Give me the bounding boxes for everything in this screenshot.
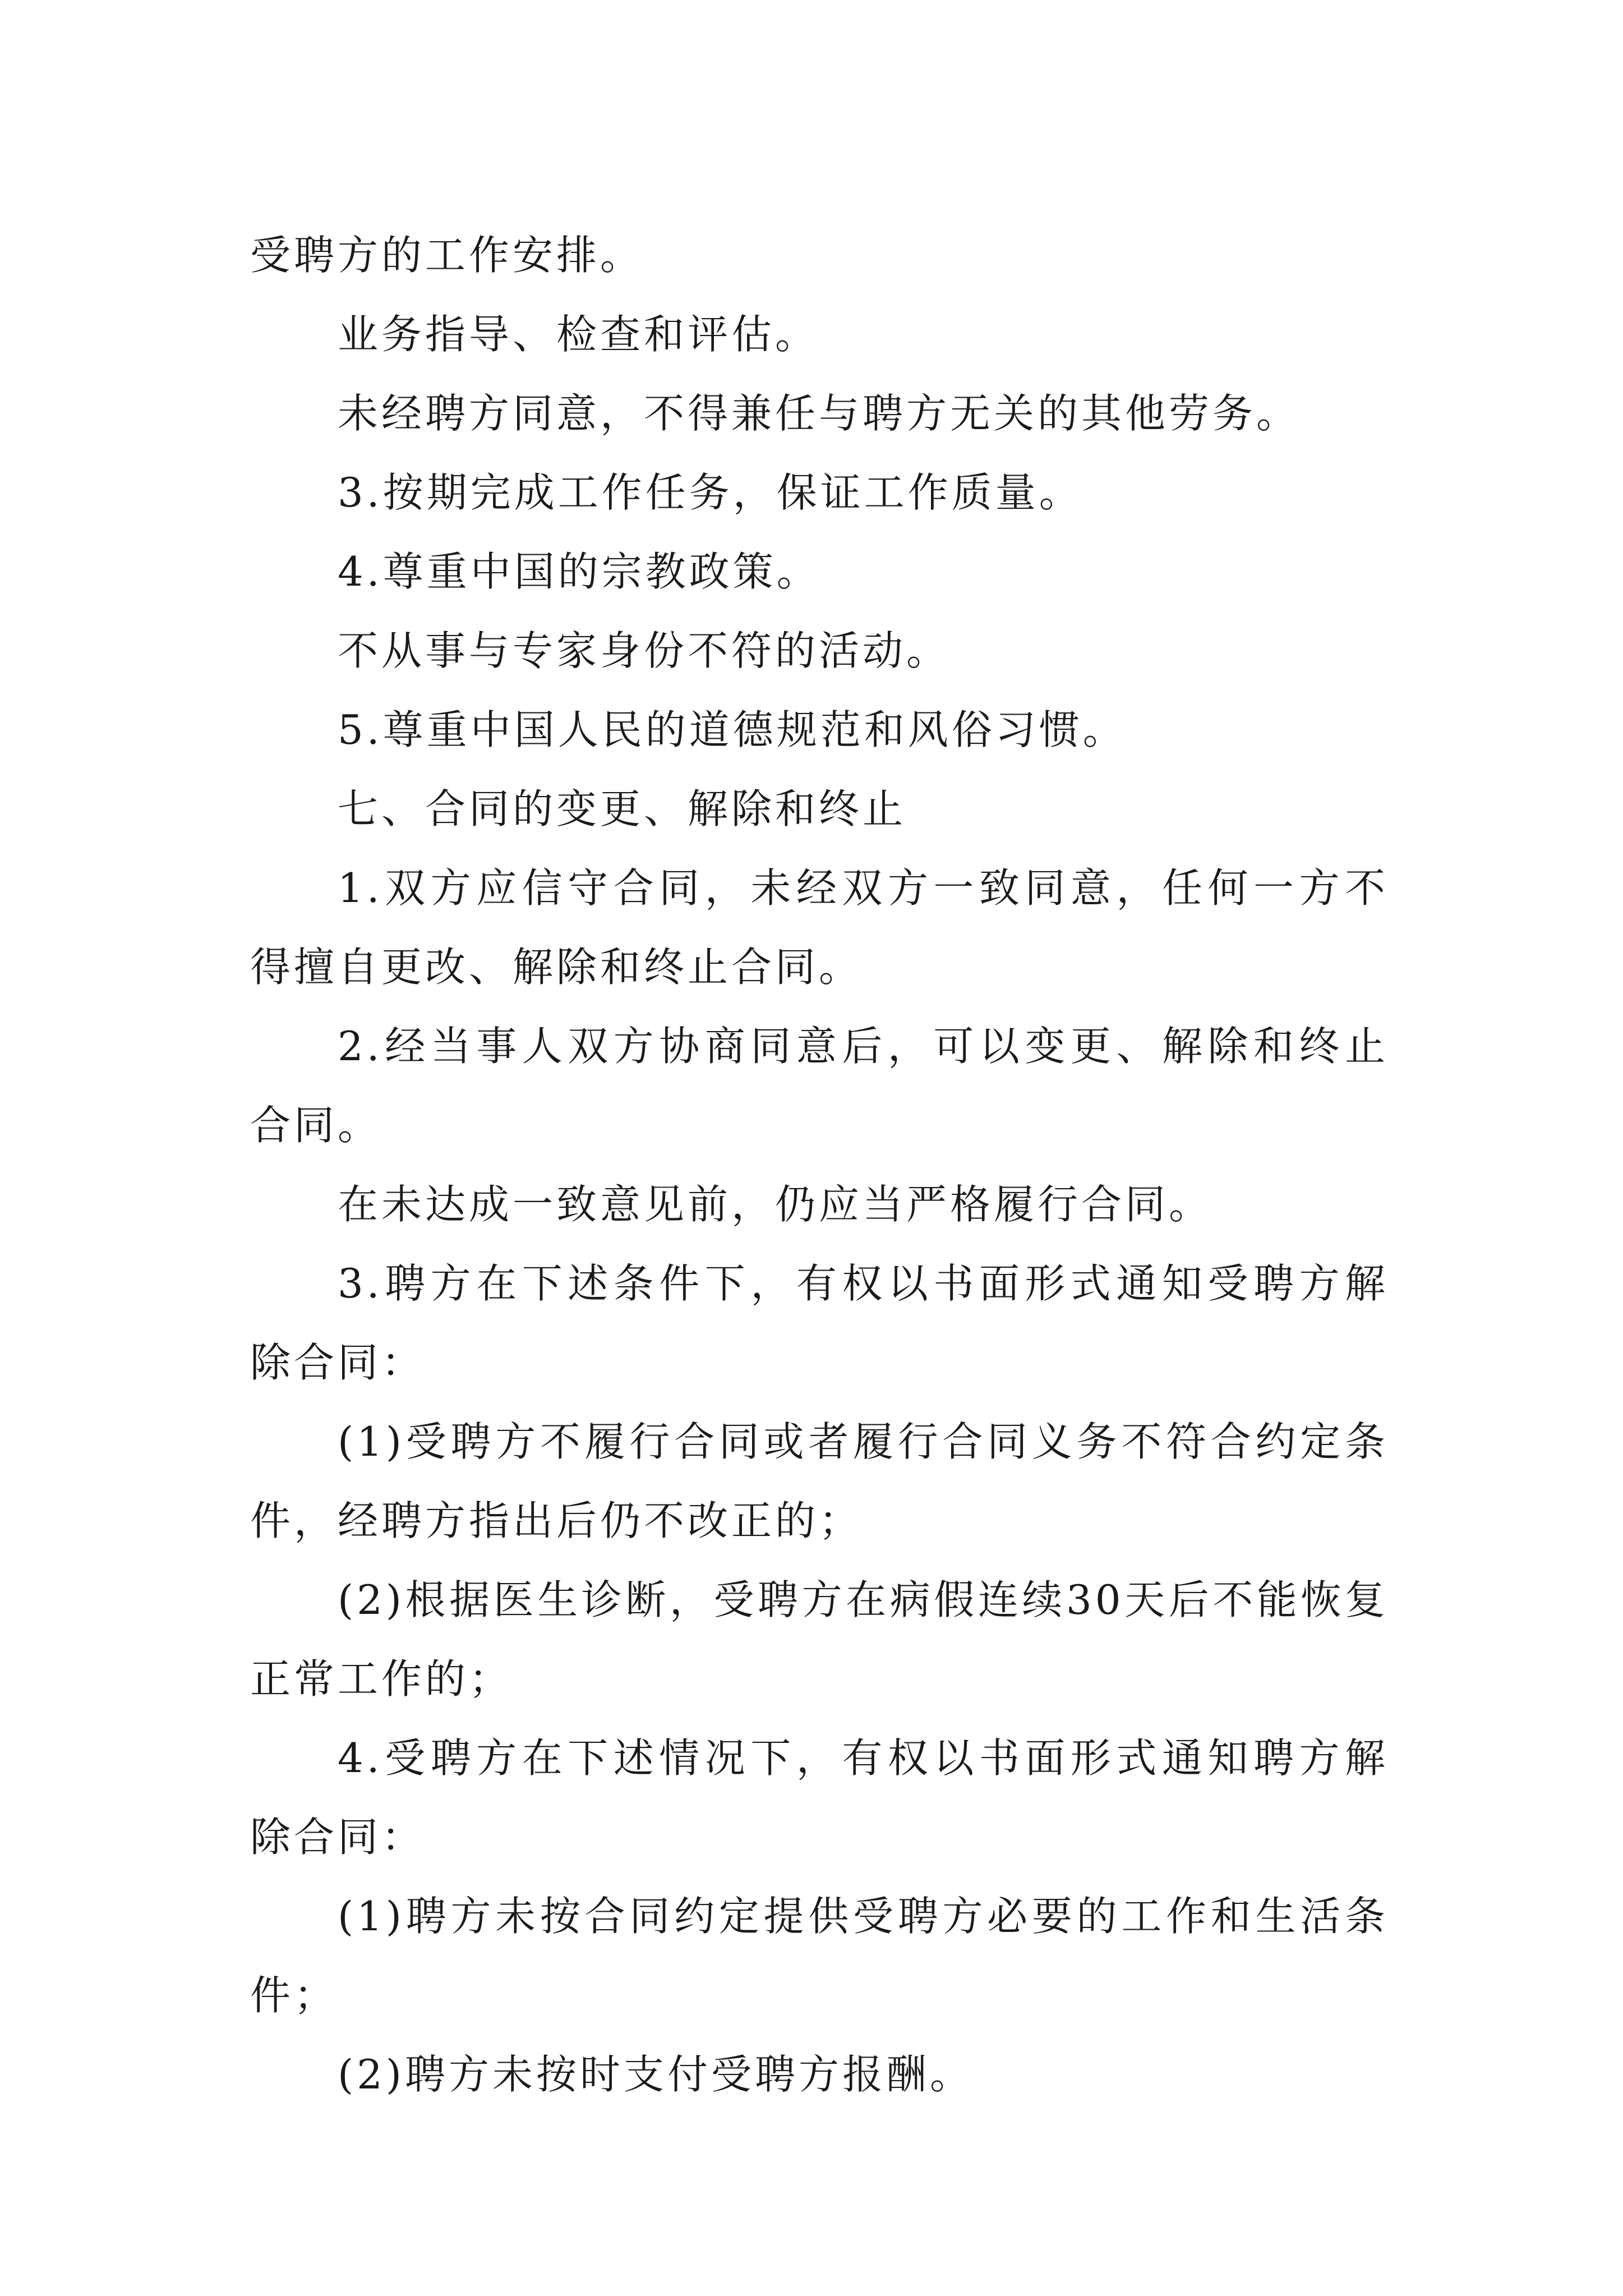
paragraph-clause-2: 2.经当事人双方协商同意后，可以变更、解除和终止合同。	[250, 1023, 1389, 1149]
paragraph-clause-4: 4.受聘方在下述情况下，有权以书面形式通知聘方解除合同：	[250, 1734, 1389, 1861]
paragraph-clause-3-sub-1: (1)受聘方不履行合同或者履行合同义务不符合约定条件，经聘方指出后仍不改正的；	[250, 1418, 1389, 1544]
paragraph-no-concurrent-work: 未经聘方同意，不得兼任与聘方无关的其他劳务。	[338, 390, 1301, 437]
paragraph-continuation: 受聘方的工作安排。	[250, 232, 644, 279]
paragraph-clause-4-sub-2: (2)聘方未按时支付受聘方报酬。	[338, 2051, 974, 2098]
paragraph-clause-3: 3.聘方在下述条件下，有权以书面形式通知受聘方解除合同：	[250, 1260, 1389, 1386]
paragraph-item-5-customs: 5.尊重中国人民的道德规范和风俗习惯。	[338, 706, 1127, 753]
paragraph-item-4-religion: 4.尊重中国的宗教政策。	[338, 548, 820, 595]
paragraph-clause-3-sub-2: (2)根据医生诊断，受聘方在病假连续30天后不能恢复正常工作的；	[250, 1576, 1389, 1703]
paragraph-clause-1: 1.双方应信守合同，未经双方一致同意，任何一方不得擅自更改、解除和终止合同。	[250, 864, 1389, 991]
paragraph-no-unrelated-activities: 不从事与专家身份不符的活动。	[338, 627, 951, 674]
paragraph-before-agreement: 在未达成一致意见前，仍应当严格履行合同。	[338, 1181, 1213, 1228]
paragraph-item-3-quality: 3.按期完成工作任务，保证工作质量。	[338, 469, 1083, 516]
section-heading-7: 七、合同的变更、解除和终止	[338, 785, 907, 832]
paragraph-business-guidance: 业务指导、检查和评估。	[338, 311, 819, 358]
document-body	[250, 216, 1389, 2114]
paragraph-clause-4-sub-1: (1)聘方未按合同约定提供受聘方必要的工作和生活条件；	[250, 1893, 1389, 2019]
